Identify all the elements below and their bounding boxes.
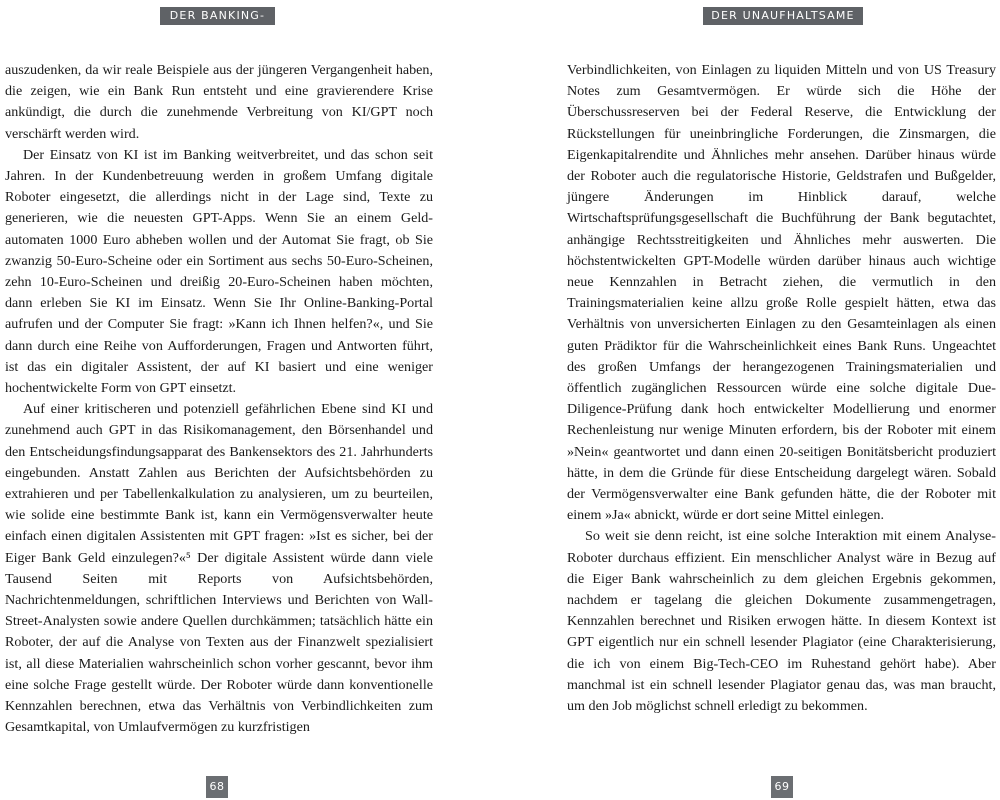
right-page-body xyxy=(567,60,996,717)
paragraph: auszudenken, da wir reale Beispiele aus der jüngeren Vergangenheit haben, die zeigen, wie ein Bank Run entsteht und eine gravierendere Krise ankündigt, die durch die zunehmende Verbreitung von KI/GPT noch verschärft werden wird. xyxy=(5,62,433,142)
page-number-right: 69 xyxy=(771,776,793,798)
paragraph: Auf einer kritischeren und potenziell gefährlichen Ebene sind KI und zunehmend auch GPT in das Risikomanagement, den Börsenhandel und den Entscheidungsfindungsapparat des Bankensektors des 21. Jahrhunderts eingebunden. Anstatt Zahlen aus Berichten der Aufsichtsbehörden zu extrahieren und per Tabellenkalkulation zu analysieren, um zu beurteilen, wie solide eine bestimmte Bank ist, kann ein Vermögensverwalter heute einfach einen digitalen Assistenten mit GPT fragen: »Ist es sicher, bei der Eiger Bank Geld einzulegen?«⁵ Der digitale Assistent würde dann viele Tausend Seiten mit Reports von Aufsichtsbehörden, Nachrichtenmeldungen, schriftlichen Interviews und Berichten von Wall-Street-Analysten sowie andere Quellen durchkämmen; tatsächlich hätte ein Roboter, der auf die Analyse von Texten aus der Finanzwelt spezialisiert ist, all diese Materialien wahrscheinlich schon vorher gescannt, bevor ihm eine solche Frage gestellt würde. Der Roboter würde dann konventionelle Kennzahlen berechnen, etwa das Verhältnis von Verbindlichkeiten zum Gesamtkapital, von Umlaufvermögen zu kurzfristigen xyxy=(5,401,433,736)
paragraph: Der Einsatz von KI ist im Banking weitverbreitet, und das schon seit Jahren. In der Kundenbetreuung werden in großem Umfang digitale Roboter eingesetzt, die allerdings nicht in der Lage sind, Texte zu generieren, wie die neuesten GPT-Apps. Wenn Sie an einem Geldautomaten 1000 Euro abheben wollen und der Automat Sie fragt, ob Sie zwanzig 50-Euro-Scheine oder ein Sortiment aus sechs 50-Euro-Scheinen, zehn 10-Euro-Scheinen und dreißig 20-Euro-Scheinen haben möchten, dann erleben Sie KI im Einsatz. Wenn Sie Ihr Online-Banking-Portal aufrufen und der Computer Sie fragt: »Kann ich Ihnen helfen?«, und Sie dann durch eine Reihe von Aufforderungen, Fragen und Antworten führt, ist das ein digitaler Assistent, der auf KI basiert und eine weniger hochentwickelte Form von GPT einsetzt. xyxy=(5,146,433,397)
page-number-left: 68 xyxy=(206,776,228,798)
paragraph: Verbindlichkeiten, von Einlagen zu liquiden Mitteln und von US Treasury Notes zum Gesamtvermögen. Er würde sich die Höhe der Überschussreserven bei der Federal Reserve, die Entwicklung der Rückstellungen für uneinbringliche Forderungen, die Zinsmargen, die Eigenkapitalrendite und Ähnliches mehr ansehen. Darüber hinaus würde der Roboter auch die regulatorische Historie, Geldstrafen und Bußgelder, jüngere Änderungen im Hinblick darauf, welche Wirtschaftsprüfungsgesellschaft die Buchführung der Bank begutachtet, anhängige Rechtsstreitigkeiten und Ähnliches mehr auswerten. Die höchstentwickelten GPT-Modelle würden darüber hinaus auch wichtige neue Kennzahlen in Betracht ziehen, die vermutlich in den Trainingsmaterialien keine allzu große Rolle gespielt hätten, etwa das Verhältnis von unversicherten Einlagen zu den Gesamteinlagen als einen guten Prädiktor für die Wahrscheinlichkeit eines Bank Runs. Ungeachtet des großen Umfangs der herangezogenen Trainingsmaterialien und öffentlich zugänglichen Ressourcen würde eine solche digitale Due-Diligence-Prüfung dank hoch entwickelter Modellierung und enormer Rechenleistung nur wenige Minuten erfordern, bis der Roboter mit einem »Nein« geantwortet und dann einen 20-seitigen Bonitätsbericht produziert hätte, in dem die Gründe für diese Entscheidung dargelegt wären. Sobald der Vermögensverwalter eine Bank gefunden hätte, die der Roboter mit einem »Ja« abnickt, würde er dort seine Mittel einlegen. xyxy=(567,62,996,524)
paragraph: So weit sie denn reicht, ist eine solche Interaktion mit einem Analyse-Roboter durchaus effizient. Ein menschlicher Analyst wäre in Bezug auf die Eiger Bank wahrscheinlich zu dem gleichen Ergebnis gekommen, nachdem er tagelang die gleichen Dokumente zusammengetragen, Kennzahlen berechnet und Risiken erwogen hätte. In diesem Kontext ist GPT eigentlich nur ein schnell lesender Plagiator (eine Charakterisierung, die ich von einem Big-Tech-CEO im Ruhestand gehört habe). Aber manchmal ist ein schnell lesender Plagiator genau das, was man braucht, um den Job möglichst schnell erledigt zu bekommen. xyxy=(567,528,996,715)
right-page xyxy=(500,0,1000,800)
running-header-right: DER UNAUFHALTSAME BANK RUN xyxy=(703,7,863,25)
running-header-left: DER BANKING-MYTHOS xyxy=(160,7,275,25)
left-page-body xyxy=(5,60,433,739)
